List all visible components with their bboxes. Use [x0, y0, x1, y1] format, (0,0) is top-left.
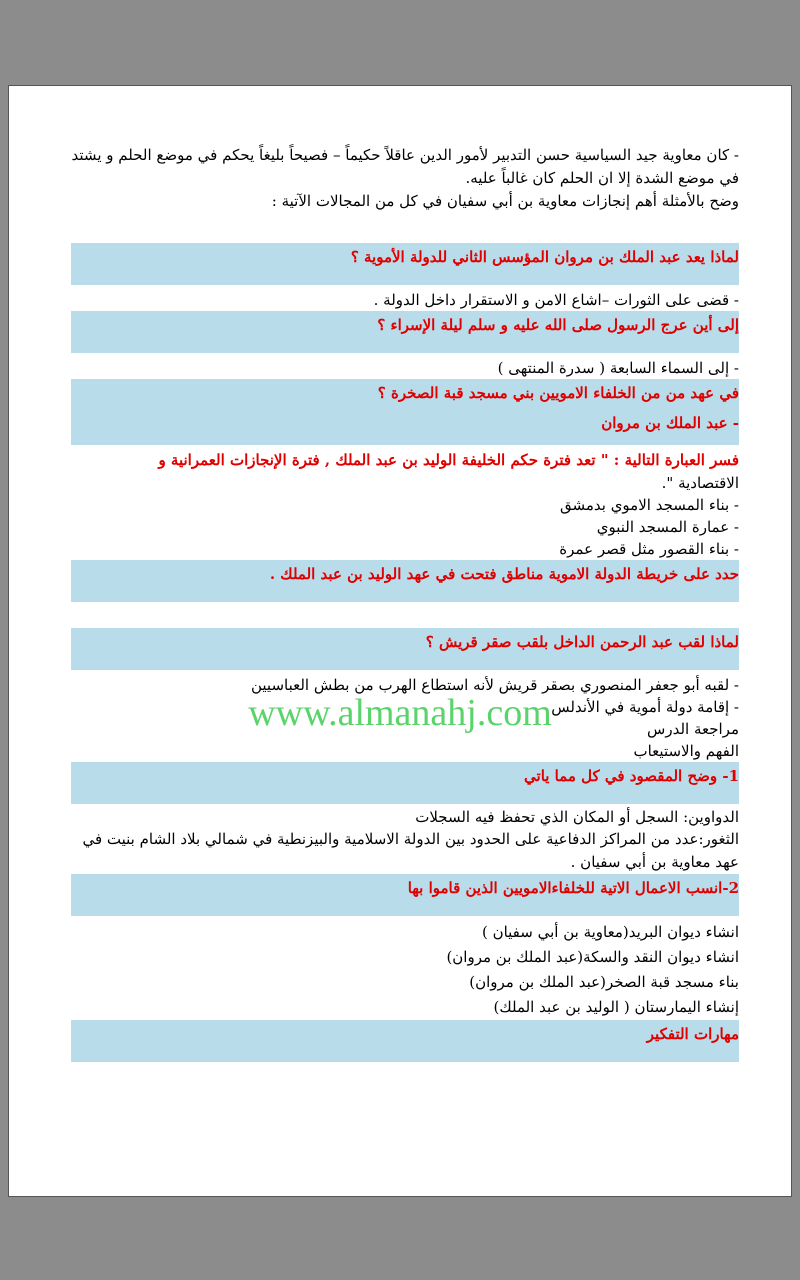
- intro-task: وضح بالأمثلة أهم إنجازات معاوية بن أبي سفيان في كل من المجالات الآتية :: [271, 192, 739, 210]
- section-band-3: [71, 1020, 739, 1062]
- review-subtitle: الفهم والاستيعاب: [633, 742, 739, 760]
- definition-item: الدواوين: السجل أو المكان الذي تحفظ فيه السجلات: [415, 808, 739, 826]
- answer-text: - إلى السماء السابعة ( سدرة المنتهى ): [497, 359, 739, 377]
- question-band-3: [71, 379, 739, 445]
- answer-text: - قضى على الثورات –اشاع الامن و الاستقرار داخل الدولة .: [373, 291, 739, 309]
- question-band-5: [71, 560, 739, 602]
- question-text: في عهد من من الخلفاء الامويين بني مسجد قبة الصخرة ؟: [377, 384, 739, 402]
- list-item: - إقامة دولة أموية في الأندلس: [551, 698, 739, 716]
- question-continuation: الاقتصادية ".: [661, 474, 739, 492]
- list-item: - عمارة المسجد النبوي: [596, 518, 739, 536]
- question-text: حدد على خريطة الدولة الاموية مناطق فتحت في عهد الوليد بن عبد الملك .: [269, 565, 739, 583]
- section-heading: مهارات التفكير: [646, 1025, 739, 1043]
- definition-item: الثغور:عدد من المراكز الدفاعية على الحدود بين الدولة الاسلامية والبيزنطية في شمالي بلاد الشام بنيت في عهد معاوية بن أبي سفيان .: [82, 830, 739, 871]
- list-item: بناء مسجد قبة الصخر(عبد الملك بن مروان): [469, 973, 739, 991]
- section-band-2: [71, 874, 739, 916]
- question-text: لماذا لقب عبد الرحمن الداخل بلقب صقر قريش ؟: [425, 633, 739, 651]
- answer-text: - عبد الملك بن مروان: [601, 414, 739, 432]
- question-text: فسر العبارة التالية : " تعد فترة حكم الخليفة الوليد بن عبد الملك , فترة الإنجازات العمرانية و: [158, 451, 739, 469]
- list-item: انشاء ديوان البريد(معاوية بن أبي سفيان ): [481, 923, 739, 941]
- section-heading: 1- وضح المقصود في كل مما ياتي: [524, 767, 739, 785]
- list-item: - لقبه أبو جعفر المنصوري بصقر قريش لأنه استطاع الهرب من بطش العباسيين: [250, 676, 739, 694]
- section-heading: 2-انسب الاعمال الاتية للخلفاءالامويين الذين قاموا بها: [407, 879, 739, 897]
- review-title: مراجعة الدرس: [647, 720, 739, 738]
- list-item: - بناء القصور مثل قصر عمرة: [559, 540, 739, 558]
- question-band-6: [71, 628, 739, 670]
- list-item: انشاء ديوان النقد والسكة(عبد الملك بن مروان): [446, 948, 739, 966]
- list-item: إنشاء اليمارستان ( الوليد بن عبد الملك): [493, 998, 739, 1016]
- document-page: [8, 85, 792, 1197]
- question-band-2: [71, 311, 739, 353]
- question-band-1: [71, 243, 739, 285]
- page-content: [71, 144, 739, 1062]
- list-item: - بناء المسجد الاموي بدمشق: [559, 496, 739, 514]
- question-text: لماذا يعد عبد الملك بن مروان المؤسس الثاني للدولة الأموية ؟: [350, 248, 739, 266]
- intro-paragraph: - كان معاوية جيد السياسية حسن التدبير لأمور الدين عاقلاً حكيماً – فصيحاً بليغاً يحكم في موضع الحلم و يشتد في موضع الشدة إلا ان الحلم كان غالباً عليه.: [71, 146, 739, 187]
- watermark: www.almanahj.com: [248, 692, 552, 734]
- question-text: إلى أين عرج الرسول صلى الله عليه و سلم ليلة الإسراء ؟: [377, 316, 739, 334]
- section-band-1: [71, 762, 739, 804]
